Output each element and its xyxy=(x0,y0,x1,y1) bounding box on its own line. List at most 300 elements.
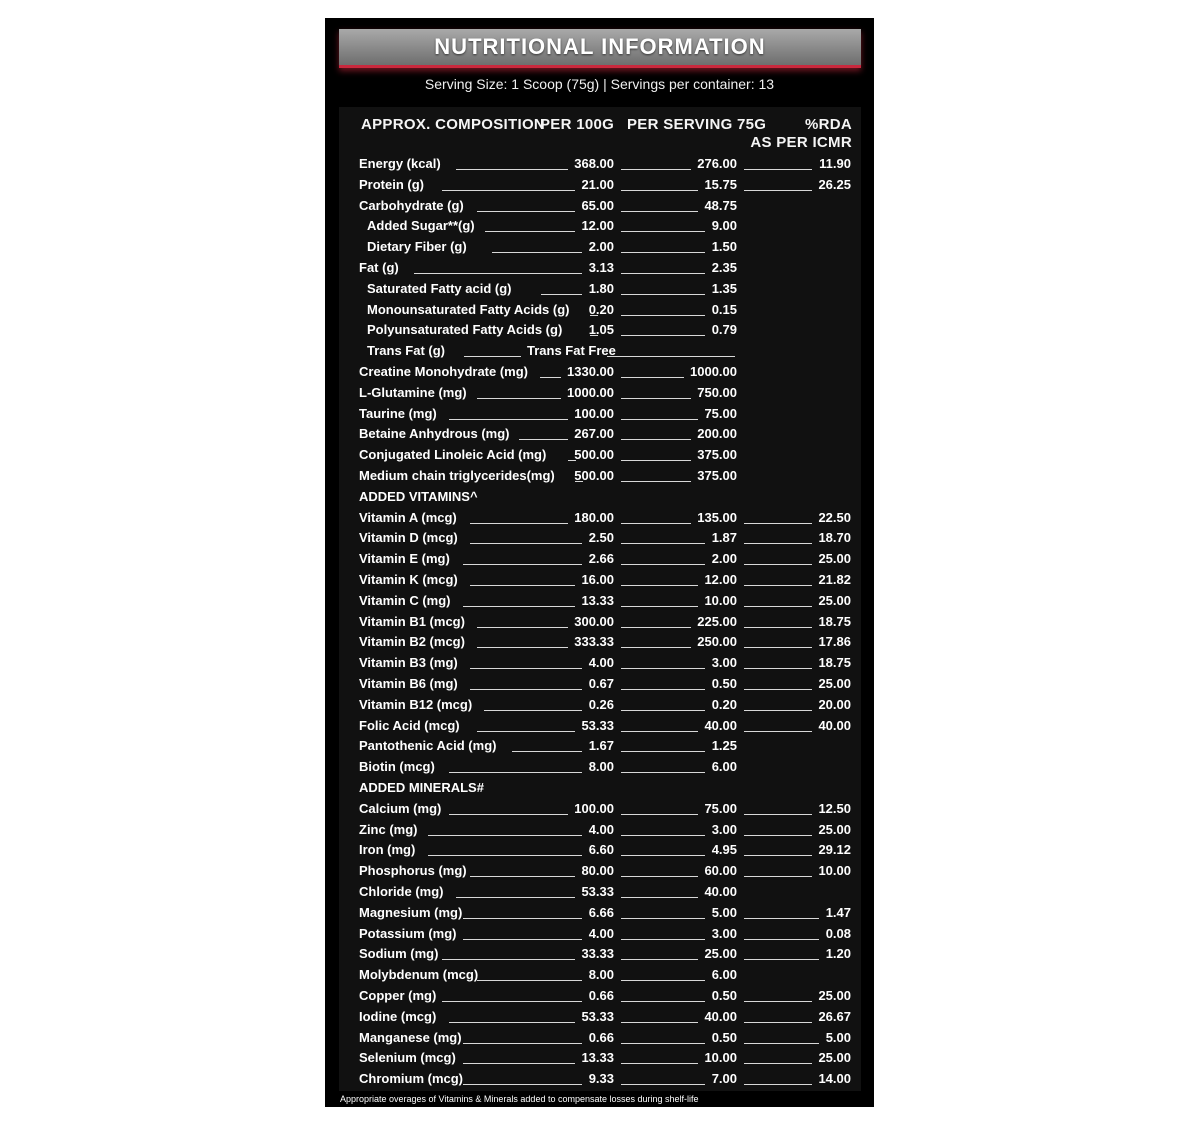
nutrient-row xyxy=(339,237,861,258)
value-per-100g: 21.00 xyxy=(581,176,614,192)
title-bar xyxy=(339,29,861,68)
nutrient-row xyxy=(339,757,861,778)
leader-dash xyxy=(463,606,575,607)
header-rda xyxy=(750,116,852,152)
nutrient-row xyxy=(339,612,861,633)
value-per-100g: 2.50 xyxy=(588,530,614,546)
nutrient-row xyxy=(339,300,861,321)
leader-dash xyxy=(456,897,575,898)
section-heading-row xyxy=(339,487,861,508)
leader-dash xyxy=(621,294,705,295)
leader-dash xyxy=(414,273,582,274)
value-rda: 0.08 xyxy=(825,925,851,941)
leader-dash xyxy=(621,460,691,461)
nutrient-row xyxy=(339,820,861,841)
value-per-serving: 40.00 xyxy=(704,717,737,733)
value-per-100g: 80.00 xyxy=(581,863,614,879)
nutrient-label: Taurine (mg) xyxy=(359,405,437,421)
leader-dash xyxy=(477,398,561,399)
leader-dash xyxy=(621,876,698,877)
nutrient-row xyxy=(339,404,861,425)
nutrient-label: Creatine Monohydrate (mg) xyxy=(359,364,529,379)
nutrient-row xyxy=(339,445,861,466)
value-per-100g: 0.66 xyxy=(588,1029,614,1045)
leader-dash xyxy=(621,980,705,981)
nutrient-row xyxy=(339,861,861,882)
leader-dash xyxy=(449,814,568,815)
value-per-100g: 100.00 xyxy=(574,800,614,816)
value-per-serving: 4.95 xyxy=(711,842,737,858)
leader-dash xyxy=(744,543,812,544)
nutrient-row xyxy=(339,716,861,737)
nutrient-row xyxy=(339,154,861,175)
leader-dash xyxy=(744,731,812,732)
leader-dash xyxy=(463,1043,582,1044)
leader-dash xyxy=(449,772,582,773)
leader-dash xyxy=(621,169,691,170)
leader-dash xyxy=(621,335,705,336)
nutrient-row xyxy=(339,1028,861,1049)
value-per-serving: 15.75 xyxy=(704,176,737,192)
nutrient-row xyxy=(339,695,861,716)
value-rda: 26.25 xyxy=(818,176,851,192)
nutrient-label: Vitamin B1 (mcg) xyxy=(359,613,465,629)
nutrient-row xyxy=(339,1069,861,1090)
leader-dash xyxy=(477,627,568,628)
value-per-100g: 6.66 xyxy=(588,904,614,920)
value-per-serving: 1000.00 xyxy=(690,364,737,379)
nutrient-label: Protein (g) xyxy=(359,176,424,192)
leader-dash xyxy=(621,1084,705,1085)
value-rda: 25.00 xyxy=(818,592,851,608)
leader-dash xyxy=(621,481,691,482)
nutrient-label: Vitamin B12 (mcg) xyxy=(359,696,473,712)
value-per-serving: 60.00 xyxy=(704,863,737,879)
value-per-100g: 2.00 xyxy=(588,239,614,255)
leader-dash xyxy=(470,689,582,690)
leader-dash xyxy=(744,876,812,877)
nutrient-label: Vitamin B6 (mg) xyxy=(359,676,458,691)
nutrient-label: L-Glutamine (mg) xyxy=(359,384,467,400)
nutrient-label: Monounsaturated Fatty Acids (g) xyxy=(367,301,570,317)
nutrient-label: Vitamin E (mg) xyxy=(359,551,450,567)
nutrient-row xyxy=(339,258,861,279)
nutrient-label: Zinc (mg) xyxy=(359,821,418,837)
value-per-serving: 1.25 xyxy=(711,738,737,754)
leader-dash xyxy=(463,564,582,565)
value-per-serving: 12.00 xyxy=(704,572,737,587)
nutrient-row xyxy=(339,924,861,945)
nutrient-row xyxy=(339,632,861,653)
value-per-serving: 25.00 xyxy=(704,946,737,962)
leader-dash xyxy=(744,918,819,919)
leader-dash xyxy=(744,668,812,669)
leader-dash xyxy=(470,668,582,669)
nutrient-row xyxy=(339,549,861,570)
leader-dash xyxy=(540,377,561,378)
value-per-serving: 200.00 xyxy=(697,426,737,442)
nutrient-row xyxy=(339,216,861,237)
leader-dash xyxy=(470,876,575,877)
nutrient-label: Medium chain triglycerides(mg) xyxy=(359,468,555,483)
leader-dash xyxy=(744,1063,812,1064)
value-rda: 25.00 xyxy=(818,551,851,567)
value-per-100g: 13.33 xyxy=(581,1050,614,1066)
value-per-serving: 1.50 xyxy=(711,239,737,255)
nutrient-label: Vitamin D (mcg) xyxy=(359,530,458,546)
value-per-100g: 500.00 xyxy=(574,447,614,463)
value-rda: 21.82 xyxy=(818,572,851,587)
leader-dash xyxy=(621,751,705,752)
nutrient-row xyxy=(339,196,861,217)
leader-dash xyxy=(744,627,812,628)
nutrient-label: Polyunsaturated Fatty Acids (g) xyxy=(367,322,563,338)
value-rda: 18.75 xyxy=(818,655,851,671)
panel-title: NUTRITIONAL INFORMATION xyxy=(434,34,766,59)
nutrient-row xyxy=(339,424,861,445)
nutrient-label: Added Sugar**(g) xyxy=(367,218,475,234)
value-rda: 1.47 xyxy=(825,904,851,920)
nutrient-row xyxy=(339,341,861,362)
value-per-serving: 6.00 xyxy=(711,967,737,983)
value-per-100g: 1330.00 xyxy=(567,364,614,379)
value-per-serving: 225.00 xyxy=(697,613,737,629)
header-rda-line2: AS PER ICMR xyxy=(750,134,852,151)
value-per-serving: 10.00 xyxy=(704,1050,737,1066)
value-per-100g: 267.00 xyxy=(574,426,614,442)
value-per-serving: 0.20 xyxy=(711,696,737,712)
nutrient-row xyxy=(339,736,861,757)
value-per-100g: 1.80 xyxy=(588,280,614,296)
leader-dash xyxy=(744,814,812,815)
value-rda: 17.86 xyxy=(818,634,851,650)
value-per-serving: 2.00 xyxy=(711,551,737,567)
leader-dash xyxy=(492,252,582,253)
leader-dash xyxy=(621,835,705,836)
nutrient-label: Chromium (mcg) xyxy=(359,1071,463,1087)
value-rda: 10.00 xyxy=(818,863,851,879)
value-per-100g: 180.00 xyxy=(574,509,614,525)
leader-dash xyxy=(621,439,691,440)
header-composition: APPROX. COMPOSITION xyxy=(361,116,546,133)
leader-dash xyxy=(621,273,705,274)
nutrient-label: Vitamin A (mcg) xyxy=(359,509,457,525)
leader-dash xyxy=(621,814,698,815)
leader-dash xyxy=(621,585,698,586)
leader-dash xyxy=(463,1084,582,1085)
leader-dash xyxy=(744,939,819,940)
value-per-serving: 375.00 xyxy=(697,447,737,463)
value-per-100g: 65.00 xyxy=(581,197,614,213)
leader-dash xyxy=(621,772,705,773)
nutrient-row xyxy=(339,986,861,1007)
nutrient-label: Folic Acid (mcg) xyxy=(359,717,460,733)
nutrient-label: Calcium (mg) xyxy=(359,800,442,816)
leader-dash xyxy=(621,710,705,711)
nutrient-row xyxy=(339,591,861,612)
nutrient-label: Vitamin B3 (mg) xyxy=(359,655,458,671)
leader-dash xyxy=(477,980,582,981)
nutrient-row xyxy=(339,674,861,695)
value-per-100g: 13.33 xyxy=(581,592,614,608)
nutrient-label: Selenium (mcg) xyxy=(359,1050,456,1066)
nutrient-row xyxy=(339,882,861,903)
nutrient-label: Iron (mg) xyxy=(359,842,416,858)
footnote: Appropriate overages of Vitamins & Minerals added to compensate losses during shelf-life xyxy=(340,1094,699,1104)
leader-dash xyxy=(621,897,698,898)
value-rda: 20.00 xyxy=(818,696,851,712)
value-per-100g: 8.00 xyxy=(588,967,614,983)
nutrient-row xyxy=(339,362,861,383)
nutrient-row xyxy=(339,799,861,820)
value-per-serving: 3.00 xyxy=(711,821,737,837)
nutrient-label: Trans Fat (g) xyxy=(367,343,446,359)
value-per-serving: 3.00 xyxy=(711,655,737,671)
value-per-100g: 1000.00 xyxy=(567,384,614,400)
value-rda: 25.00 xyxy=(818,988,851,1003)
leader-dash xyxy=(621,1001,705,1002)
nutrient-row xyxy=(339,383,861,404)
nutrient-label: Manganese (mg) xyxy=(359,1029,462,1045)
value-per-serving: 0.50 xyxy=(711,988,737,1003)
value-per-100g: 3.13 xyxy=(588,260,614,275)
leader-dash xyxy=(621,606,698,607)
nutrition-panel xyxy=(325,18,874,1107)
value-rda: 26.67 xyxy=(818,1008,851,1024)
leader-dash xyxy=(744,606,812,607)
nutrient-row xyxy=(339,944,861,965)
nutrient-label: Vitamin B2 (mcg) xyxy=(359,634,465,650)
value-per-serving: 0.50 xyxy=(711,1029,737,1045)
leader-dash xyxy=(464,356,521,357)
value-per-100g: 9.33 xyxy=(588,1071,614,1087)
value-rda: 5.00 xyxy=(825,1029,851,1045)
trans-fat-value: Trans Fat Free xyxy=(527,343,616,359)
leader-dash xyxy=(744,1043,819,1044)
header-per-100g: PER 100G xyxy=(540,116,615,133)
leader-dash xyxy=(621,1022,698,1023)
leader-dash xyxy=(621,855,705,856)
leader-dash xyxy=(621,398,691,399)
value-per-100g: 0.67 xyxy=(588,676,614,691)
leader-dash xyxy=(463,1063,575,1064)
value-per-100g: 333.33 xyxy=(574,634,614,650)
nutrient-label: Molybdenum (mcg) xyxy=(359,967,479,983)
value-per-serving: 40.00 xyxy=(704,884,737,899)
value-per-serving: 0.79 xyxy=(711,322,737,338)
nutrient-row xyxy=(339,508,861,529)
nutrient-row xyxy=(339,903,861,924)
value-per-serving: 75.00 xyxy=(704,405,737,421)
leader-dash xyxy=(744,647,812,648)
leader-dash xyxy=(621,315,705,316)
leader-dash xyxy=(621,231,705,232)
section-heading-row xyxy=(339,778,861,799)
leader-dash xyxy=(621,647,691,648)
nutrient-row xyxy=(339,320,861,341)
value-per-serving: 750.00 xyxy=(697,384,737,400)
nutrient-label: Phosphorus (mg) xyxy=(359,863,467,879)
leader-dash xyxy=(621,419,698,420)
leader-dash xyxy=(484,710,582,711)
value-per-100g: 16.00 xyxy=(581,572,614,587)
value-per-100g: 0.26 xyxy=(588,696,614,712)
nutrient-row xyxy=(339,965,861,986)
nutrient-label: Energy (kcal) xyxy=(359,156,441,171)
leader-dash xyxy=(621,190,698,191)
value-per-serving: 2.35 xyxy=(711,260,737,275)
nutrient-label: Conjugated Linoleic Acid (mg) xyxy=(359,447,547,463)
value-per-serving: 40.00 xyxy=(704,1008,737,1024)
leader-dash xyxy=(744,959,819,960)
value-per-serving: 3.00 xyxy=(711,925,737,941)
value-rda: 25.00 xyxy=(818,821,851,837)
nutrition-table xyxy=(339,107,861,1091)
leader-dash xyxy=(428,855,582,856)
value-per-serving: 5.00 xyxy=(711,904,737,920)
leader-dash xyxy=(744,585,812,586)
nutrient-label: Fat (g) xyxy=(359,260,399,275)
value-per-serving: 375.00 xyxy=(697,468,737,483)
nutrient-label: Magnesium (mg) xyxy=(359,904,463,920)
nutrient-label: Biotin (mcg) xyxy=(359,759,435,775)
leader-dash xyxy=(744,689,812,690)
leader-dash xyxy=(744,1022,812,1023)
value-per-serving: 135.00 xyxy=(697,509,737,525)
leader-dash xyxy=(449,1022,575,1023)
nutrient-label: Pantothenic Acid (mg) xyxy=(359,738,497,754)
leader-dash xyxy=(744,564,812,565)
nutrient-row xyxy=(339,279,861,300)
value-per-serving: 276.00 xyxy=(697,156,737,171)
leader-dash xyxy=(621,1043,705,1044)
value-per-100g: 1.67 xyxy=(588,738,614,754)
nutrient-label: Chloride (mg) xyxy=(359,884,444,899)
leader-dash xyxy=(442,959,575,960)
value-per-serving: 10.00 xyxy=(704,592,737,608)
nutrient-row xyxy=(339,840,861,861)
value-per-100g: 53.33 xyxy=(581,1008,614,1024)
value-rda: 12.50 xyxy=(818,800,851,816)
nutrient-label: Vitamin K (mcg) xyxy=(359,572,458,587)
nutrient-label: Betaine Anhydrous (mg) xyxy=(359,426,510,442)
leader-dash xyxy=(456,169,568,170)
value-per-100g: 53.33 xyxy=(581,884,614,899)
leader-dash xyxy=(442,1001,582,1002)
value-per-100g: 8.00 xyxy=(588,759,614,775)
value-rda: 25.00 xyxy=(818,1050,851,1066)
value-per-serving: 0.15 xyxy=(711,301,737,317)
section-label: ADDED VITAMINS^ xyxy=(359,488,478,504)
value-rda: 14.00 xyxy=(818,1071,851,1087)
leader-dash xyxy=(449,419,568,420)
leader-dash xyxy=(744,1001,812,1002)
leader-dash xyxy=(744,835,812,836)
leader-dash xyxy=(477,647,568,648)
value-per-serving: 1.87 xyxy=(711,530,737,546)
leader-dash xyxy=(744,710,812,711)
header-per-serving: PER SERVING 75G xyxy=(627,116,767,133)
leader-dash xyxy=(744,190,812,191)
value-per-100g: 4.00 xyxy=(588,821,614,837)
value-rda: 18.70 xyxy=(818,530,851,546)
value-per-100g: 4.00 xyxy=(588,655,614,671)
value-rda: 1.20 xyxy=(825,946,851,962)
nutrient-label: Potassium (mg) xyxy=(359,925,457,941)
value-per-100g: 33.33 xyxy=(581,946,614,962)
value-per-100g: 368.00 xyxy=(574,156,614,171)
value-per-serving: 7.00 xyxy=(711,1071,737,1087)
nutrient-row xyxy=(339,528,861,549)
leader-dash xyxy=(621,689,705,690)
nutrient-row xyxy=(339,175,861,196)
value-per-100g: 100.00 xyxy=(574,405,614,421)
leader-dash xyxy=(463,939,582,940)
leader-dash xyxy=(428,835,582,836)
value-rda: 29.12 xyxy=(818,842,851,858)
leader-dash xyxy=(470,523,568,524)
leader-dash xyxy=(744,169,812,170)
leader-dash xyxy=(463,918,582,919)
leader-dash xyxy=(621,564,705,565)
value-per-100g: 1.05 xyxy=(588,322,614,338)
leader-dash xyxy=(442,190,575,191)
nutrient-label: Dietary Fiber (g) xyxy=(367,239,467,255)
value-rda: 11.90 xyxy=(819,156,851,171)
leader-dash xyxy=(485,231,575,232)
leader-dash xyxy=(621,959,698,960)
value-rda: 18.75 xyxy=(818,613,851,629)
leader-dash xyxy=(470,585,575,586)
leader-dash xyxy=(744,523,812,524)
value-per-100g: 0.66 xyxy=(588,988,614,1003)
value-per-serving: 48.75 xyxy=(704,197,737,213)
nutrient-label: Copper (mg) xyxy=(359,988,437,1003)
nutrient-label: Saturated Fatty acid (g) xyxy=(367,280,512,296)
leader-dash xyxy=(621,1063,698,1064)
nutrient-label: Vitamin C (mg) xyxy=(359,592,451,608)
value-per-serving: 1.35 xyxy=(711,280,737,296)
leader-dash xyxy=(541,294,582,295)
nutrient-label: Iodine (mcg) xyxy=(359,1008,437,1024)
leader-dash xyxy=(744,855,812,856)
value-per-100g: 500.00 xyxy=(574,468,614,483)
leader-dash xyxy=(621,939,705,940)
leader-dash xyxy=(621,731,698,732)
leader-dash xyxy=(470,543,582,544)
leader-dash xyxy=(621,918,705,919)
value-per-100g: 12.00 xyxy=(581,218,614,234)
value-per-100g: 300.00 xyxy=(574,613,614,629)
leader-dash xyxy=(519,439,568,440)
value-per-100g: 4.00 xyxy=(588,925,614,941)
leader-dash xyxy=(621,252,705,253)
value-per-100g: 0.20 xyxy=(588,301,614,317)
section-label: ADDED MINERALS# xyxy=(359,780,484,795)
leader-dash xyxy=(607,356,735,357)
nutrient-row xyxy=(339,1007,861,1028)
nutrient-row xyxy=(339,1048,861,1069)
nutrient-label: Carbohydrate (g) xyxy=(359,197,464,213)
leader-dash xyxy=(621,523,691,524)
value-per-100g: 6.60 xyxy=(588,842,614,858)
value-per-100g: 2.66 xyxy=(588,551,614,567)
value-per-serving: 6.00 xyxy=(711,759,737,775)
nutrient-row xyxy=(339,653,861,674)
value-rda: 22.50 xyxy=(818,509,851,525)
value-rda: 40.00 xyxy=(818,717,851,733)
value-per-serving: 0.50 xyxy=(711,676,737,691)
